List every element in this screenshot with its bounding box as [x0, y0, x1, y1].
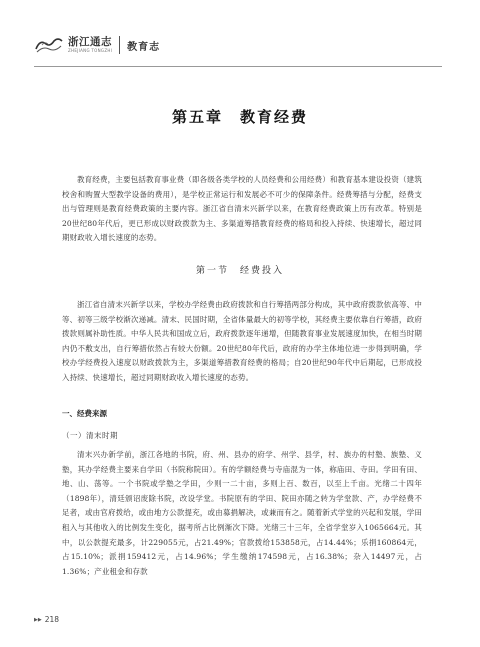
logo-english-text: ZHEJIANG TONGZHI — [68, 48, 113, 53]
subsubsection-heading: （一）清末时期 — [62, 431, 118, 440]
section-paragraph: 浙江省自清末兴新学以来，学校办学经费由政府拨款和自行筹措两部分构成，其中政府拨款依高等、中等、初等三级学校渐次递减。清末、民国时期，全省体量最大的初等学校，其经费主要依靠自行筹措，政府拨款则属补助性质。中华人民共和国成立后，政府拨款逐年递增，但随教育事业发展速度加快，在相当时期内仍不敷支出，自行筹措依然占有较大份额。20世纪80年代后，政府的办学主体地位进一步得到明确，学校办学经费投入速度以财政拨款为主，多渠道筹措教育经费的格局；自20世纪90年代中后期起，已形成投入持续、快速增长，超过同期财政收入增长速度的态势。 — [62, 300, 422, 382]
header-divider — [119, 36, 120, 54]
subsection-heading: 一、经费来源 — [62, 409, 107, 418]
page-header — [34, 30, 160, 60]
subsection-paragraph: 清末兴办新学前，浙江各地的书院，府、州、县办的府学、州学、县学，村、族办的村塾、族塾、义塾，其办学经费主要来自学田（书院称院田）。有的学额经费与寺庙混为一体，称庙田、寺田。学田有田、地、山、荡等。一个书院或学塾之学田，少则一二十亩，多则上百、数百，以至上千亩。光绪二十四年（1898年），清廷颁诏废除书院，改设学堂。书院原有的学田、院田亦随之转为学堂款、产，办学经费不足者，或由官府拨给，或由地方公款提充，或由募捐解决，或兼而有之。随着新式学堂的兴起和发展，学田租入与其他收入的比例发生变化，据考所占比例渐次下降。光绪三十三年，全省学堂岁入1065664元。其中，以公款提充最多，计229055元，占21.49%；官款拨给153858元，占14.44%；乐捐160864元，占15.10%；派捐159412元，占14.96%；学生缴纳174598元，占16.38%；杂入14497元，占1.36%；产业租金和存款 — [62, 450, 422, 576]
page-number-text: 218 — [44, 615, 60, 624]
logo — [34, 35, 112, 55]
page-marker-icon: ▶▶ — [34, 616, 42, 623]
chapter-title: 第五章 教育经费 — [171, 108, 308, 126]
section-title: 第一节 经费投入 — [195, 266, 284, 276]
wave-logo-icon — [34, 35, 64, 55]
page-number — [34, 615, 59, 624]
logo-chinese-text: 浙江通志 — [68, 36, 112, 48]
intro-paragraph: 教育经费，主要包括教育事业费（即各级各类学校的人员经费和公用经费）和教育基本建设投资（建筑校舍和购置大型教学设备的费用），是学校正常运行和发展必不可少的保障条件。经费筹措与分配，经费支出与管理则是教育经费政策的主要内容。浙江省自清末兴新学以来，在教育经费政策上历有改革。特别是20世纪80年代后，更已形成以财政拨款为主、多渠道筹措教育经费的格局和投入持续、快速增长，超过同期财政收入增长速度的态势。 — [62, 175, 422, 243]
book-title: 教育志 — [127, 41, 161, 53]
header-rule — [34, 66, 442, 67]
